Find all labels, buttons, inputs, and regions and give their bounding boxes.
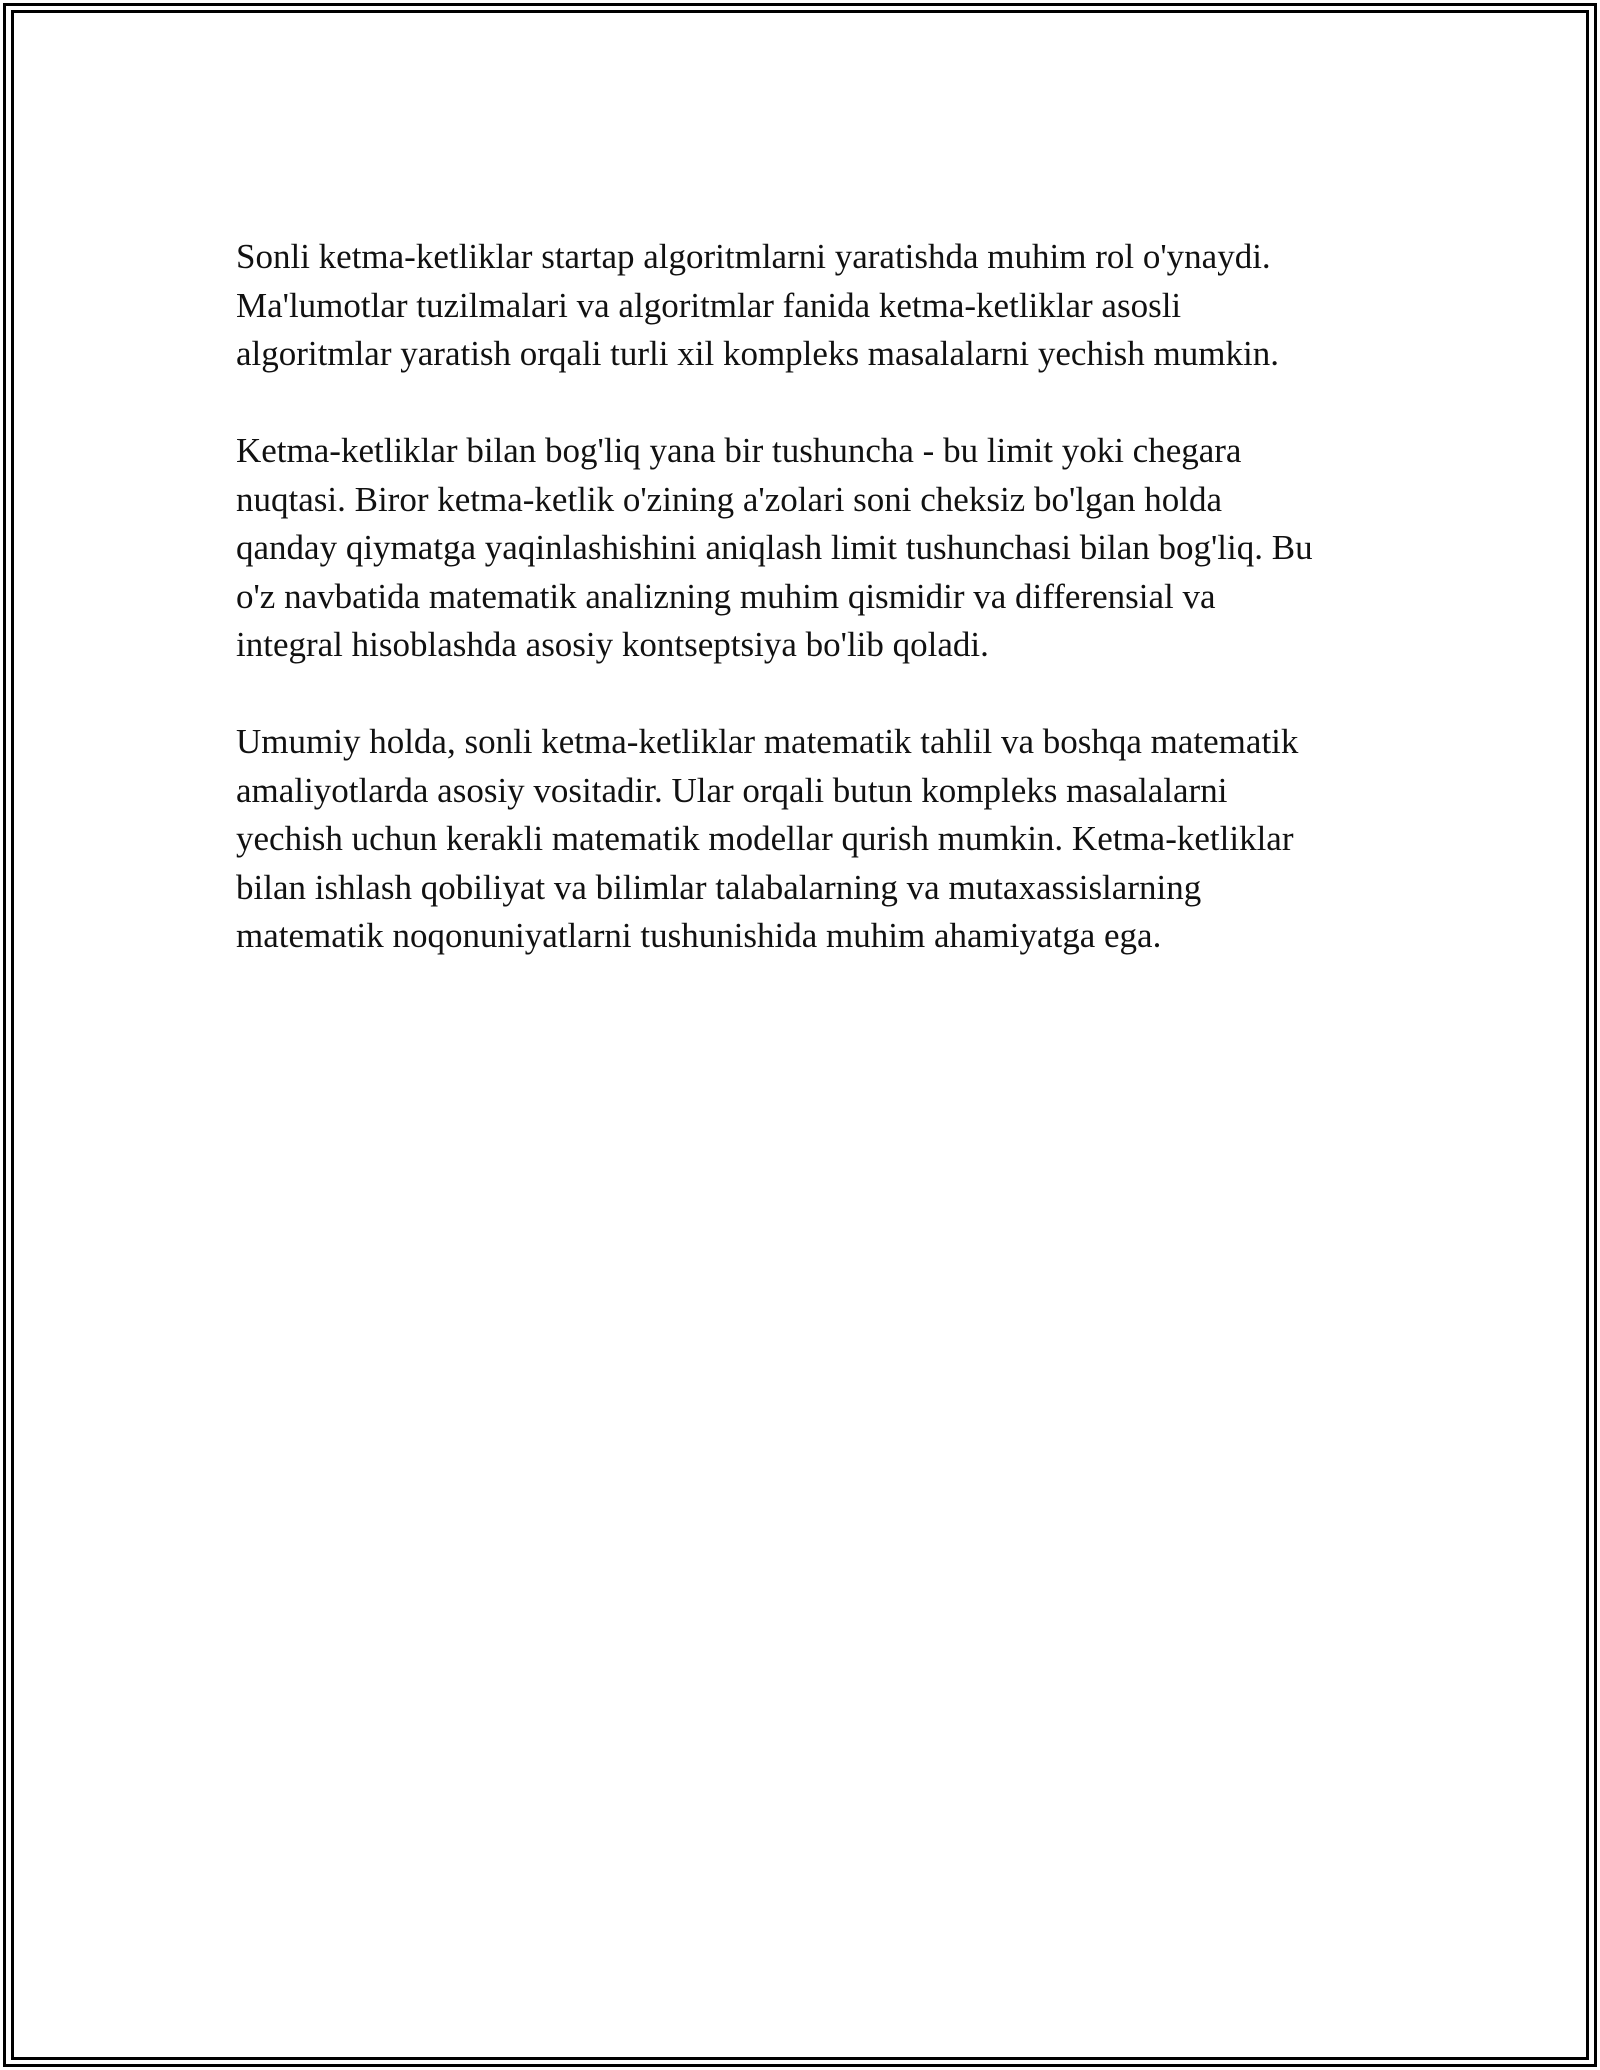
text-line: Ma'lumotlar tuzilmalari va algoritmlar fanida ketma-ketliklar asosli	[236, 285, 1182, 325]
text-line: yechish uchun kerakli matematik modellar qurish mumkin. Ketma-ketliklar	[236, 819, 1294, 858]
text-line: nuqtasi. Biror ketma-ketlik o'zining a'zolari soni cheksiz bo'lgan holda	[236, 479, 1223, 519]
text-line: integral hisoblashda asosiy kontseptsiya bo'lib qoladi.	[236, 625, 989, 664]
text-line: Sonli ketma-ketliklar startap algoritmlarni yaratishda muhim rol o'ynaydi.	[236, 237, 1271, 276]
text-line: Ketma-ketliklar bilan bog'liq yana bir tushuncha - bu limit yoki chegara	[236, 431, 1242, 470]
document-body	[236, 233, 1376, 1009]
text-line: o'z navbatida matematik analizning muhim qismidir va differensial va	[236, 576, 1216, 616]
text-line: matematik noqonuniyatlarni tushunishida muhim ahamiyatga ega.	[236, 916, 1162, 955]
text-line: bilan ishlash qobiliyat va bilimlar talabalarning va mutaxassislarning	[236, 867, 1202, 907]
paragraph-3	[236, 718, 1376, 961]
text-line: algoritmlar yaratish orqali turli xil kompleks masalalarni yechish mumkin.	[236, 334, 1279, 373]
text-line: Umumiy holda, sonli ketma-ketliklar matematik tahlil va boshqa matematik	[236, 722, 1299, 761]
text-line: qanday qiymatga yaqinlashishini aniqlash limit tushunchasi bilan bog'liq. Bu	[236, 528, 1313, 567]
paragraph-2	[236, 427, 1376, 670]
paragraph-1	[236, 233, 1376, 379]
text-line: amaliyotlarda asosiy vositadir. Ular orqali butun kompleks masalalarni	[236, 770, 1228, 810]
